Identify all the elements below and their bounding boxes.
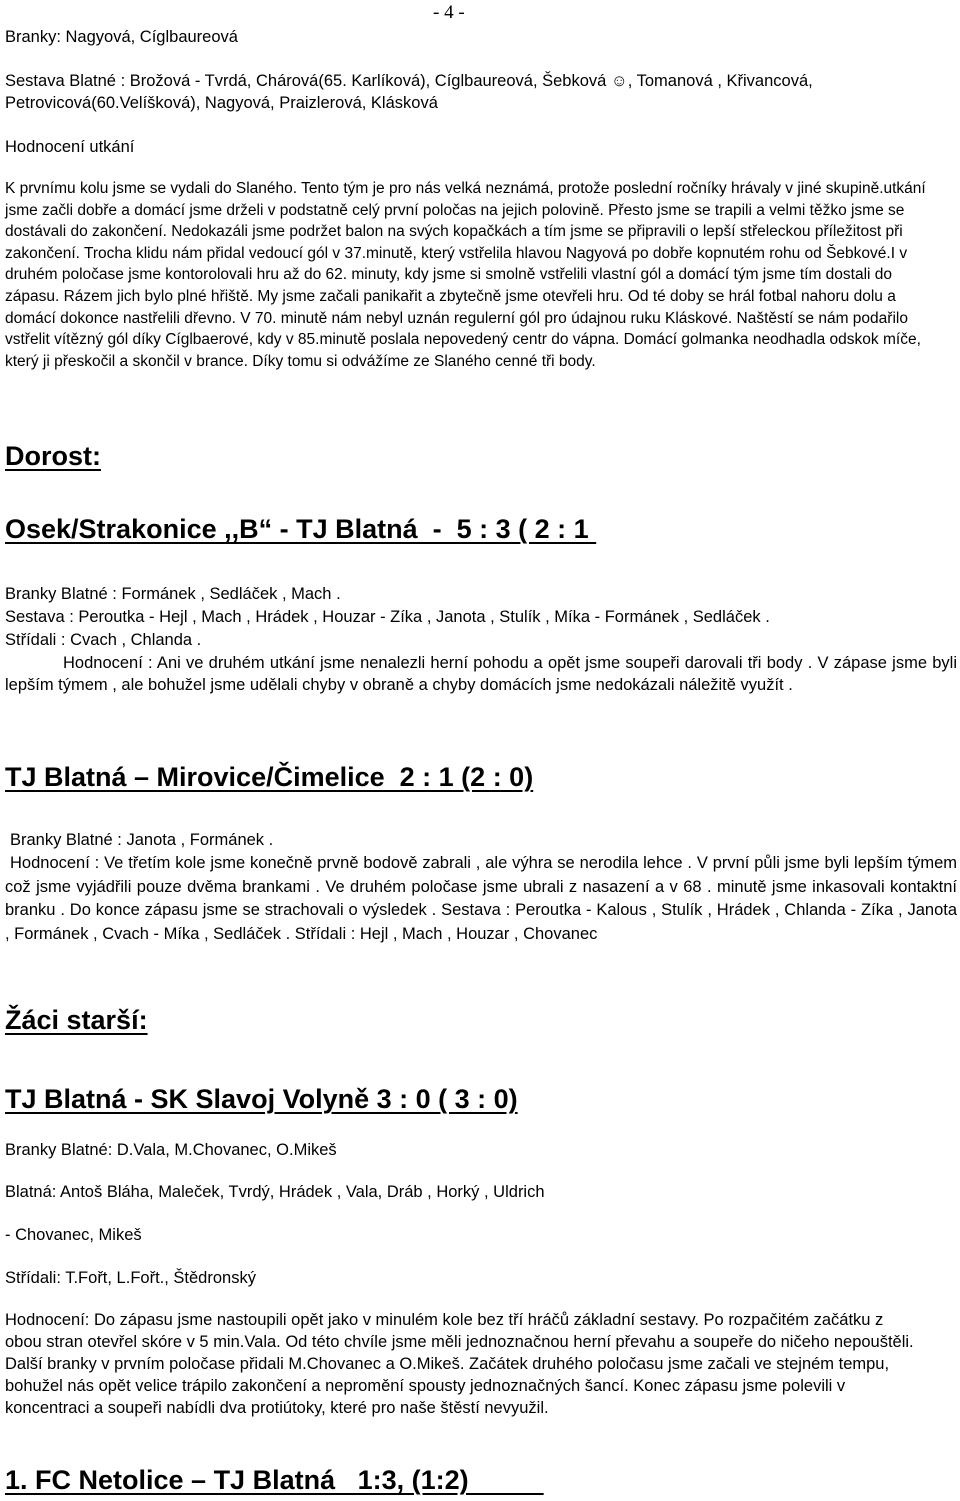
match-evaluation-paragraph: Hodnocení : Ani ve druhém utkání jsme nenalezli herní pohodu a opět jsme soupeři darovali tři body . V zápase jsme byli lepším týmem , ale bohužel jsme udělali chyby v obraně a chyby domácích jsme nedokázali náležitě využít . [5,654,957,694]
substitutes-line: Střídali: T.Fořt, L.Fořt., Štědronský [5,1269,256,1287]
match-evaluation-paragraph: Hodnocení : Ve třetím kole jsme konečně prvně bodově zabrali , ale výhra se nerodila lehce . V první půli jsme byli lepším týmem což jsme vyjádřili pouze dvěma brankami . Ve druhém poločase jsme ubrali z nasazení a v 68 . minutě jsme inkasovali kontaktní branku . Do konce zápasu jsme se strachovali o výsledek . Sestava : Peroutka - Kalous , Stulík , Hrádek , Chlanda - Zíka , Janota , Formánek , Cvach - Míka , Sedláček . Střídali : Hejl , Mach , Houzar , Chovanec [5,854,957,943]
match-report-paragraph: K prvnímu kolu jsme se vydali do Slaného. Tento tým je pro nás velká neznámá, protože poslední ročníky hrávaly v jiné skupině.utkání jsme začli dobře a domácí jsme drželi v podstatně celý první poločas na jejich polovině. Přesto jsme se trapili a velmi těžko jsme se dostávali do zakončení. Nedokazáli jsme podržet balon na svých kopačkách a tím jsme se připravili o lepší střeleckou příležitost při zakončení. Trocha klidu nám přidal vedoucí gól v 37.minutě, který vstřelila hlavou Nagyová po dobře kopnutém rohu od Šebkové.I v druhém poločase jsme kontorolovali hru až do 62. minuty, kdy jsme si smolně vstřelili vlastní gól a domácí tým jsme tím dostali do zápasu. Rázem jich bylo plné hřiště. My jsme začali panikařit a zbytečně jsme otevřeli hru. Od té doby se hrál fotbal nahoru dolu a domácí dokonce nastřelili dřevno. V 70. minutě nám nebyl uznán regulerní gól pro údajnou ruku Kláskové. Naštěstí se nám podařilo vstřelit vítězný gól díky Cíglbaerové, kdy v 85.minutě poslala nepovedený centr do vápna. Domácí golmanka neodhadla odskok míče, který ji přeskočil a skončil v brance. Díky tomu si odvážíme ze Slaného cenné tři body. [5,180,926,370]
lineup-paragraph: Sestava Blatné : Brožová - Tvrdá, Chárová(65. Karlíková), Cíglbaureová, Šebková ☺, Tomanová , Křivancová, Petrovicová(60.Velíšková), Nagyová, Praizlerová, Klásková [5,72,813,112]
goalscorers-line: Branky Blatné : Formánek , Sedláček , Mach . [5,585,341,603]
evaluation-label: Hodnocení utkání [5,138,135,156]
lineup-line: Sestava : Peroutka - Hejl , Mach , Hrádek , Houzar - Zíka , Janota , Stulík , Míka - Formánek , Sedláček . [5,608,770,626]
match-evaluation-paragraph: Hodnocení: Do zápasu jsme nastoupili opět jako v minulém kole bez tří hráčů základní sestavy. Po rozpačitém začátku z obou stran otevřel skóre v 5 min.Vala. Od této chvíle jsme měli jednoznačnou herní převahu a soupeře do ničeho nepouštěli. Další branky v prvním poločase přidali M.Chovanec a O.Mikeš. Začátek druhého poločasu jsme začali ve stejném tempu, bohužel nás opět velice trápilo zakončení a nepromění spousty jednoznačných šancí. Konec zápasu jsme polevili v koncentraci a soupeři nabídli dva protiútoky, které pro naše štěstí nevyužil. [5,1311,914,1417]
match-title: Osek/Strakonice ,,B“ - TJ Blatná - 5 : 3 ( 2 : 1 [5,514,597,544]
section-heading-dorost: Dorost: [5,441,101,471]
page-number: - 4 - [433,2,465,23]
goalscorers-line: Branky Blatné: D.Vala, M.Chovanec, O.Mikeš [5,1141,337,1159]
section-heading-zaci: Žáci starší: [5,1005,148,1035]
lineup-line-continued: - Chovanec, Mikeš [5,1226,142,1244]
goalscorers-line: Branky: Nagyová, Cíglbaureová [5,28,238,46]
match-title: TJ Blatná – Mirovice/Čimelice 2 : 1 (2 : 0) [5,762,534,792]
lineup-line: Blatná: Antoš Bláha, Maleček, Tvrdý, Hrádek , Vala, Dráb , Horký , Uldrich [5,1183,545,1201]
match-title: TJ Blatná - SK Slavoj Volyně 3 : 0 ( 3 : 0) [5,1084,518,1114]
substitutes-line: Střídali : Cvach , Chlanda . [5,631,202,649]
next-match-title: 1. FC Netolice – TJ Blatná 1:3, (1:2) [5,1465,544,1495]
goalscorers-line: Branky Blatné : Janota , Formánek . [10,831,274,849]
